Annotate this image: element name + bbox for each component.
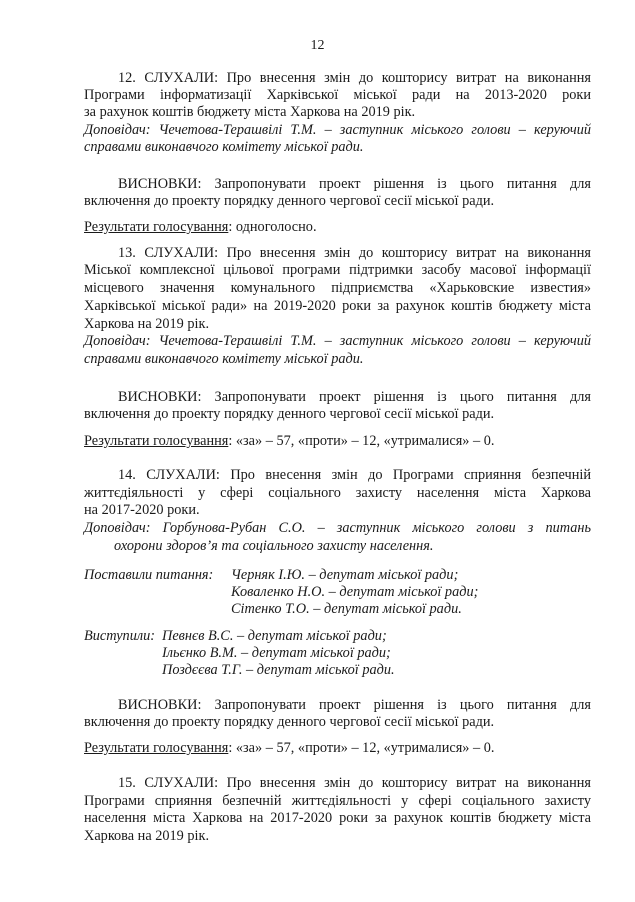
item-12-conclusion-line-1: ВИСНОВКИ: Запропонувати проект рішення із цього питання для [118, 176, 591, 192]
item-12-heard-line-1: 12. СЛУХАЛИ: Про внесення змін до кошторису витрат на виконання [118, 70, 591, 86]
item-14-heard-line-2: життєдіяльності у сфері соціального захисту населення міста Харкова [84, 485, 591, 501]
item-14-conclusion-line-2: включення до проекту порядку денного чергової сесії міської ради. [84, 714, 495, 730]
item-14-speaker-line-1: Доповідач: Горбунова-Рубан С.О. – заступник міського голови з питань [84, 520, 591, 536]
item-13-heard-line-4: Харківської міської ради» на 2019-2020 роки за рахунок коштів бюджету міста [84, 298, 591, 314]
item-13-speaker-line-1: Доповідач: Чечетова-Терашвілі Т.М. – заступник міського голови – керуючий [84, 333, 591, 349]
item-14-heard-line-3: на 2017-2020 роки. [84, 502, 200, 518]
item-12-vote-result: Результати голосування: одноголосно. [84, 219, 317, 235]
item-12-speaker-line-2: справами виконавчого комітету міської ради. [84, 139, 364, 155]
item-12-heard-line-2: Програми інформатизації Харківської міської ради на 2013-2020 роки [84, 87, 591, 103]
item-14-conclusion-line-1: ВИСНОВКИ: Запропонувати проект рішення із цього питання для [118, 697, 591, 713]
page-number: 12 [310, 38, 325, 53]
item-15-heard-line-2: Програми сприяння безпечній життєдіяльності у сфері соціального захисту [84, 793, 591, 809]
item-15-heard-line-3: населення міста Харкова на 2017-2020 роки за рахунок коштів бюджету міста [84, 810, 591, 826]
item-15-heard-line-4: Харкова на 2019 рік. [84, 828, 210, 844]
item-13-conclusion-line-1: ВИСНОВКИ: Запропонувати проект рішення із цього питання для [118, 389, 591, 405]
item-14-question-1: Черняк І.Ю. – депутат міської ради; [231, 567, 459, 583]
item-12-conclusion-line-2: включення до проекту порядку денного чергової сесії міської ради. [84, 193, 495, 209]
item-14-questions-label: Поставили питання: [84, 567, 214, 583]
item-14-speaker-3: Поздєєва Т.Г. – депутат міської ради. [162, 662, 395, 678]
item-13-heard-line-5: Харкова на 2019 рік. [84, 316, 210, 332]
item-13-heard-line-1: 13. СЛУХАЛИ: Про внесення змін до кошторису витрат на виконання [118, 245, 591, 261]
item-14-speakers-label: Виступили: [84, 628, 155, 644]
item-13-vote-result: Результати голосування: «за» – 57, «проти» – 12, «утрималися» – 0. [84, 433, 495, 449]
item-14-speaker-line-2: охорони здоров’я та соціального захисту населення. [114, 538, 434, 554]
item-14-question-2: Коваленко Н.О. – депутат міської ради; [231, 584, 479, 600]
item-13-conclusion-line-2: включення до проекту порядку денного чергової сесії міської ради. [84, 406, 495, 422]
item-13-heard-line-3: місцевого значення комунального підприємства «Харьковские известия» [84, 280, 591, 296]
item-14-speaker-1: Певнєв В.С. – депутат міської ради; [162, 628, 387, 644]
item-15-heard-line-1: 15. СЛУХАЛИ: Про внесення змін до кошторису витрат на виконання [118, 775, 591, 791]
item-14-vote-result: Результати голосування: «за» – 57, «проти» – 12, «утрималися» – 0. [84, 740, 495, 756]
item-14-heard-line-1: 14. СЛУХАЛИ: Про внесення змін до Програми сприяння безпечній [118, 467, 591, 483]
item-13-speaker-line-2: справами виконавчого комітету міської ради. [84, 351, 364, 367]
item-14-speaker-2: Ільєнко В.М. – депутат міської ради; [162, 645, 391, 661]
item-12-heard-line-3: за рахунок коштів бюджету міста Харкова на 2019 рік. [84, 104, 416, 120]
item-13-heard-line-2: Міської комплексної цільової програми підтримки засобу масової інформації [84, 262, 591, 278]
item-14-question-3: Сітенко Т.О. – депутат міської ради. [231, 601, 462, 617]
item-12-speaker-line-1: Доповідач: Чечетова-Терашвілі Т.М. – заступник міського голови – керуючий [84, 122, 591, 138]
